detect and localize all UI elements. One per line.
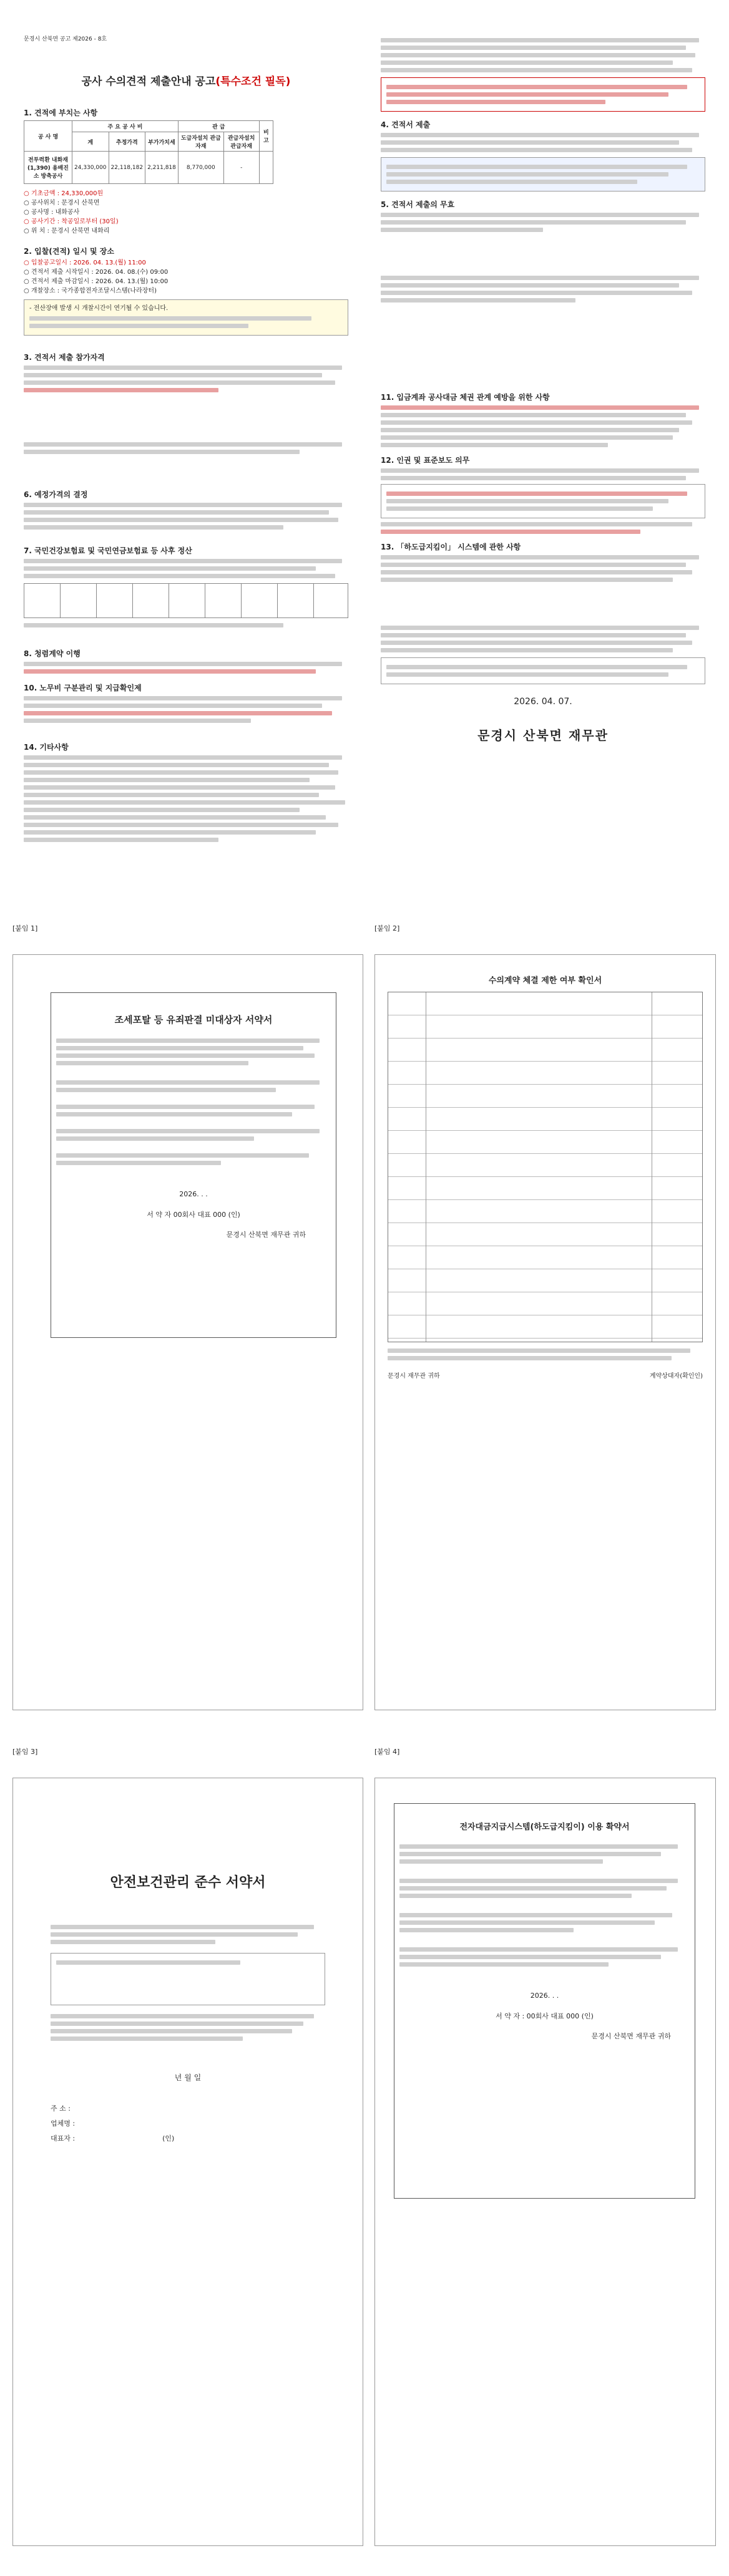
annex4-sign: 서 약 자 : 00회사 대표 000 (인)	[496, 2012, 594, 2020]
s2-item: ○ 견적서 제출 마감일시 : 2026. 04. 13.(월) 10:00	[24, 278, 169, 285]
annex3-check-box	[51, 1953, 325, 2005]
section-8-heading: 8. 청렴계약 이행	[24, 649, 81, 658]
notice-left-column	[24, 35, 348, 877]
annex2-footer-left: 문경시 재무관 귀하	[388, 1373, 440, 1380]
date-line: 2026. 04. 07.	[514, 697, 572, 707]
notice-title	[24, 72, 348, 88]
annex-page-2	[0, 1746, 729, 2564]
section-5-heading: 5. 견적서 제출의 무효	[381, 200, 455, 209]
th-note: 비 고	[259, 121, 273, 152]
s1-item: ○ 공사명 : 내화공사	[24, 209, 80, 216]
section-8	[24, 643, 348, 677]
section-4-heading: 4. 견적서 제출	[381, 120, 431, 129]
section-2-heading: 2. 입찰(견적) 일시 및 장소	[24, 247, 114, 256]
cell-note	[259, 152, 273, 184]
th-est: 추정가격	[109, 132, 145, 152]
annex3-date: 년 월 일	[174, 2073, 202, 2082]
insurance-table	[24, 583, 348, 618]
th-gov-b: 관급자설치 관급자재	[223, 132, 259, 152]
s12-box	[381, 484, 705, 518]
annex4-date: 2026. . .	[530, 1992, 559, 2000]
annex2-footer-right: 계약상대자(확인인)	[649, 1373, 703, 1380]
annex1-doc	[51, 992, 336, 1338]
s1-item: ○ 공사기간 : 착공일로부터 (30일)	[24, 218, 119, 225]
annex2-title: 수의계약 체결 제한 여부 확인서	[488, 976, 602, 985]
annex4-frame	[374, 1778, 716, 2546]
annex4-label: [붙임 4]	[374, 1748, 400, 1756]
section-9	[24, 677, 348, 726]
s1-item: ○ 기초금액 : 24,330,000원	[24, 190, 104, 197]
issuer: 문경시 산북면 재무관	[477, 728, 609, 743]
section-7-heading: 7. 국민건강보험료 및 국민연금보험료 등 사후 정산	[24, 546, 192, 555]
annex2-table	[388, 992, 703, 1342]
cost-table	[24, 120, 273, 184]
annex1-to: 문경시 산북면 재무관 귀하	[226, 1231, 306, 1239]
title-main: 공사 수의견적 제출안내 공고	[81, 75, 216, 88]
annex3-label: [붙임 3]	[12, 1748, 38, 1756]
th-gov: 관 급	[178, 121, 259, 132]
section-9-heading: 10. 노무비 구분관리 및 지급확인제	[24, 684, 142, 692]
annex3-field-company: 업체명 :	[51, 2119, 76, 2128]
cell-vat: 2,211,818	[145, 152, 179, 184]
contact-box	[381, 657, 705, 684]
notice-right-column	[381, 35, 705, 877]
annex1-frame	[12, 954, 363, 1710]
annex3-field-rep: 대표자 : (인)	[51, 2134, 175, 2143]
section-14-heading: 14. 기타사항	[24, 743, 69, 752]
th-project: 공 사 명	[24, 121, 72, 152]
section-14	[24, 737, 348, 845]
doc-number: 문경시 산북면 공고 제2026 - 8호	[24, 36, 107, 42]
section-13-heading: 13. 「하도급지킴이」 시스템에 관한 사항	[381, 543, 521, 551]
annex3-frame	[12, 1778, 363, 2546]
annex2-label: [붙임 2]	[374, 924, 400, 932]
cell-gov-a: 8,770,000	[178, 152, 223, 184]
s2-note: - 전산장애 발생 시 개찰시간이 연기될 수 있습니다.	[29, 305, 169, 312]
annex4-title: 전자대금지급시스템(하도급지킴이) 이용 확약서	[459, 1823, 630, 1832]
section-2	[24, 241, 348, 336]
section-7	[24, 540, 348, 631]
s4-box	[381, 157, 705, 191]
annex1-date: 2026. . .	[179, 1190, 208, 1198]
th-total: 계	[72, 132, 109, 152]
th-main-cost: 주 요 공 사 비	[72, 121, 179, 132]
annex3-seal: (인)	[162, 2134, 175, 2143]
section-6	[24, 484, 348, 533]
annex4-to: 문경시 산북면 재무관 귀하	[591, 2032, 671, 2040]
section-6-heading: 6. 예정가격의 결정	[24, 490, 88, 499]
s1-item: ○ 공사위치 : 문경시 산북면	[24, 200, 100, 206]
cell-gov-b: -	[223, 152, 259, 184]
annex2-frame	[374, 954, 716, 1710]
s1-item: ○ 위 치 : 문경시 산북면 내화리	[24, 228, 110, 235]
section-3	[24, 347, 348, 457]
s2-item: ○ 개찰장소 : 국가종합전자조달시스템(나라장터)	[24, 288, 157, 294]
annex1-sign: 서 약 자 00회사 대표 000 (인)	[147, 1211, 240, 1219]
section-1-heading: 1. 견적에 부치는 사항	[24, 109, 98, 117]
annex3-title: 안전보건관리 준수 서약서	[110, 1875, 266, 1891]
s2-note-box	[24, 299, 348, 336]
section-11-heading: 11. 입금계좌 공사대금 체권 관계 예방을 위한 사항	[381, 393, 550, 402]
th-vat: 부가가치세	[145, 132, 179, 152]
title-special: (특수조건 필독)	[215, 75, 291, 88]
th-gov-a: 도급자설치 관급자재	[178, 132, 223, 152]
annex3-field-address: 주 소 :	[51, 2104, 71, 2113]
annex4-doc	[394, 1803, 695, 2199]
section-3-heading: 3. 견적서 제출 참가자격	[24, 353, 105, 362]
notice-red-box	[381, 77, 705, 112]
annex-page-1	[0, 923, 729, 1734]
cell-project: 전투력환 내화재(1,390) 용배진소 방축공사	[24, 152, 72, 184]
annex1-title: 조세포탈 등 유죄판결 미대상자 서약서	[114, 1014, 273, 1025]
cell-est: 22,118,182	[109, 152, 145, 184]
s2-item: ○ 견적서 제출 시작일시 : 2026. 04. 08.(수) 09:00	[24, 269, 169, 276]
notice-page	[0, 0, 729, 886]
annex1-label: [붙임 1]	[12, 924, 38, 932]
section-1	[24, 102, 348, 236]
section-12-heading: 12. 인권 및 표준보도 의무	[381, 456, 470, 465]
s2-item: ○ 입찰공고일시 : 2026. 04. 13.(월) 11:00	[24, 259, 146, 266]
cell-total: 24,330,000	[72, 152, 109, 184]
